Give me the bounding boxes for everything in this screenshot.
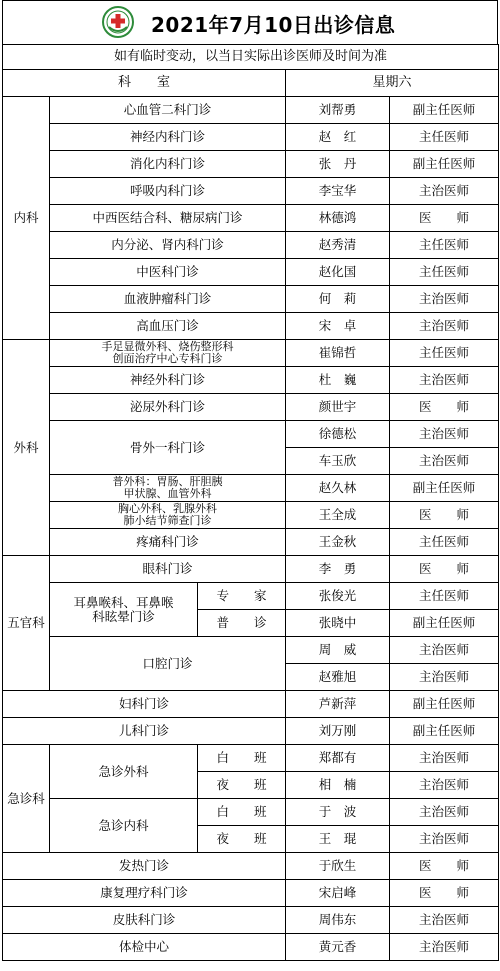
doctor-name: 周伟东 <box>286 907 390 934</box>
doctor-title: 主治医师 <box>390 286 499 313</box>
doctor-title: 主任医师 <box>390 232 499 259</box>
clinic-sub-type: 普 诊 <box>198 610 286 637</box>
clinic-name: 中医科门诊 <box>50 259 286 286</box>
doctor-name: 何 莉 <box>286 286 390 313</box>
doctor-name: 李 勇 <box>286 556 390 583</box>
clinic-name: 急诊内科 <box>50 799 198 853</box>
doctor-title: 主治医师 <box>390 745 499 772</box>
doctor-name: 颜世宇 <box>286 394 390 421</box>
clinic-name: 内分泌、肾内科门诊 <box>50 232 286 259</box>
doctor-title: 副主任医师 <box>390 151 499 178</box>
clinic-name-line2: 科眩晕门诊 <box>92 608 155 624</box>
clinic-name-line1: 胸心外科、乳腺外科 <box>118 502 217 515</box>
doctor-title: 主治医师 <box>390 772 499 799</box>
clinic-name: 皮肤科门诊 <box>3 907 286 934</box>
doctor-name: 张 丹 <box>286 151 390 178</box>
doctor-title: 医 师 <box>390 205 499 232</box>
clinic-name: 血液肿瘤科门诊 <box>50 286 286 313</box>
group-label-neike: 内科 <box>3 97 50 340</box>
doctor-title: 主任医师 <box>390 529 499 556</box>
doctor-title: 主治医师 <box>390 313 499 340</box>
doctor-title: 主治医师 <box>390 907 499 934</box>
doctor-name: 赵 红 <box>286 124 390 151</box>
doctor-name: 赵久林 <box>286 475 390 502</box>
doctor-title: 主治医师 <box>390 448 499 475</box>
clinic-name: 口腔门诊 <box>50 637 286 691</box>
doctor-name: 车玉欣 <box>286 448 390 475</box>
doctor-name: 宋启峰 <box>286 880 390 907</box>
schedule-sheet <box>2 0 498 961</box>
doctor-title: 主任医师 <box>390 259 499 286</box>
clinic-name: 神经内科门诊 <box>50 124 286 151</box>
doctor-name: 王金秋 <box>286 529 390 556</box>
doctor-title: 主治医师 <box>390 664 499 691</box>
doctor-title: 主治医师 <box>390 934 499 961</box>
doctor-name: 刘帮勇 <box>286 97 390 124</box>
group-label-waike: 外科 <box>3 340 50 556</box>
doctor-name: 郑都有 <box>286 745 390 772</box>
clinic-name <box>50 340 286 367</box>
doctor-name: 王 琨 <box>286 826 390 853</box>
clinic-name: 中西医结合科、糖尿病门诊 <box>50 205 286 232</box>
doctor-title: 副主任医师 <box>390 475 499 502</box>
clinic-name <box>50 475 286 502</box>
doctor-name: 林德鸿 <box>286 205 390 232</box>
doctor-name: 张晓中 <box>286 610 390 637</box>
doctor-name: 杜 巍 <box>286 367 390 394</box>
doctor-name: 赵雅旭 <box>286 664 390 691</box>
clinic-name: 急诊外科 <box>50 745 198 799</box>
doctor-title: 主治医师 <box>390 826 499 853</box>
clinic-name: 妇科门诊 <box>3 691 286 718</box>
doctor-title: 副主任医师 <box>390 718 499 745</box>
doctor-name: 周 威 <box>286 637 390 664</box>
clinic-name: 泌尿外科门诊 <box>50 394 286 421</box>
doctor-name: 赵化国 <box>286 259 390 286</box>
page-title: 2021年7月10日出诊信息 <box>151 13 396 37</box>
column-header-dept: 科 室 <box>3 70 286 97</box>
doctor-name: 徐德松 <box>286 421 390 448</box>
doctor-name: 宋 卓 <box>286 313 390 340</box>
doctor-title: 医 师 <box>390 853 499 880</box>
clinic-name: 眼科门诊 <box>50 556 286 583</box>
group-label-wuguan: 五官科 <box>3 556 50 691</box>
clinic-name: 康复理疗科门诊 <box>3 880 286 907</box>
clinic-name <box>50 583 198 637</box>
clinic-name-line2: 甲状腺、血管外科 <box>123 487 212 500</box>
doctor-name: 于 波 <box>286 799 390 826</box>
doctor-title: 医 师 <box>390 394 499 421</box>
shift-label: 白 班 <box>198 799 286 826</box>
clinic-name: 发热门诊 <box>3 853 286 880</box>
clinic-name: 消化内科门诊 <box>50 151 286 178</box>
clinic-name: 高血压门诊 <box>50 313 286 340</box>
doctor-title: 主治医师 <box>390 178 499 205</box>
clinic-name <box>50 502 286 529</box>
shift-label: 夜 班 <box>198 826 286 853</box>
clinic-name-line1: 普外科：胃肠、肝胆胰 <box>112 475 223 488</box>
clinic-name-line1: 耳鼻喉科、耳鼻喉 <box>73 594 174 610</box>
doctor-title: 主任医师 <box>390 340 499 367</box>
clinic-name-line2: 肺小结节筛查门诊 <box>123 514 212 527</box>
hospital-cross-logo-icon <box>101 5 135 39</box>
group-label-jizhen: 急诊科 <box>3 745 50 853</box>
doctor-name: 于欣生 <box>286 853 390 880</box>
clinic-name: 体检中心 <box>3 934 286 961</box>
doctor-title: 主任医师 <box>390 583 499 610</box>
doctor-title: 主治医师 <box>390 367 499 394</box>
column-header-day: 星期六 <box>286 70 499 97</box>
doctor-title: 主治医师 <box>390 637 499 664</box>
clinic-sub-type: 专 家 <box>198 583 286 610</box>
doctor-title: 医 师 <box>390 880 499 907</box>
doctor-name: 赵秀清 <box>286 232 390 259</box>
notice-text: 如有临时变动，以当日实际出诊医师及时间为准 <box>3 45 499 70</box>
clinic-name: 骨外一科门诊 <box>50 421 286 475</box>
doctor-title: 医 师 <box>390 556 499 583</box>
doctor-name: 崔锦哲 <box>286 340 390 367</box>
clinic-name: 儿科门诊 <box>3 718 286 745</box>
clinic-name: 疼痛科门诊 <box>50 529 286 556</box>
shift-label: 白 班 <box>198 745 286 772</box>
doctor-title: 主治医师 <box>390 799 499 826</box>
doctor-name: 相 楠 <box>286 772 390 799</box>
doctor-name: 王全成 <box>286 502 390 529</box>
doctor-title: 副主任医师 <box>390 691 499 718</box>
doctor-name: 张俊光 <box>286 583 390 610</box>
doctor-title: 主治医师 <box>390 421 499 448</box>
doctor-name: 刘万刚 <box>286 718 390 745</box>
clinic-name: 神经外科门诊 <box>50 367 286 394</box>
header <box>2 0 498 44</box>
doctor-name: 李宝华 <box>286 178 390 205</box>
clinic-name-line2: 创面治疗中心专科门诊 <box>112 352 223 365</box>
doctor-name: 黄元香 <box>286 934 390 961</box>
clinic-name-line1: 手足显微外科、烧伤整形科 <box>101 340 234 353</box>
doctor-title: 副主任医师 <box>390 97 499 124</box>
doctor-name: 芦新萍 <box>286 691 390 718</box>
doctor-title: 医 师 <box>390 502 499 529</box>
doctor-title: 主任医师 <box>390 124 499 151</box>
schedule-table <box>2 44 499 961</box>
clinic-name: 心血管二科门诊 <box>50 97 286 124</box>
doctor-title: 副主任医师 <box>390 610 499 637</box>
shift-label: 夜 班 <box>198 772 286 799</box>
clinic-name: 呼吸内科门诊 <box>50 178 286 205</box>
